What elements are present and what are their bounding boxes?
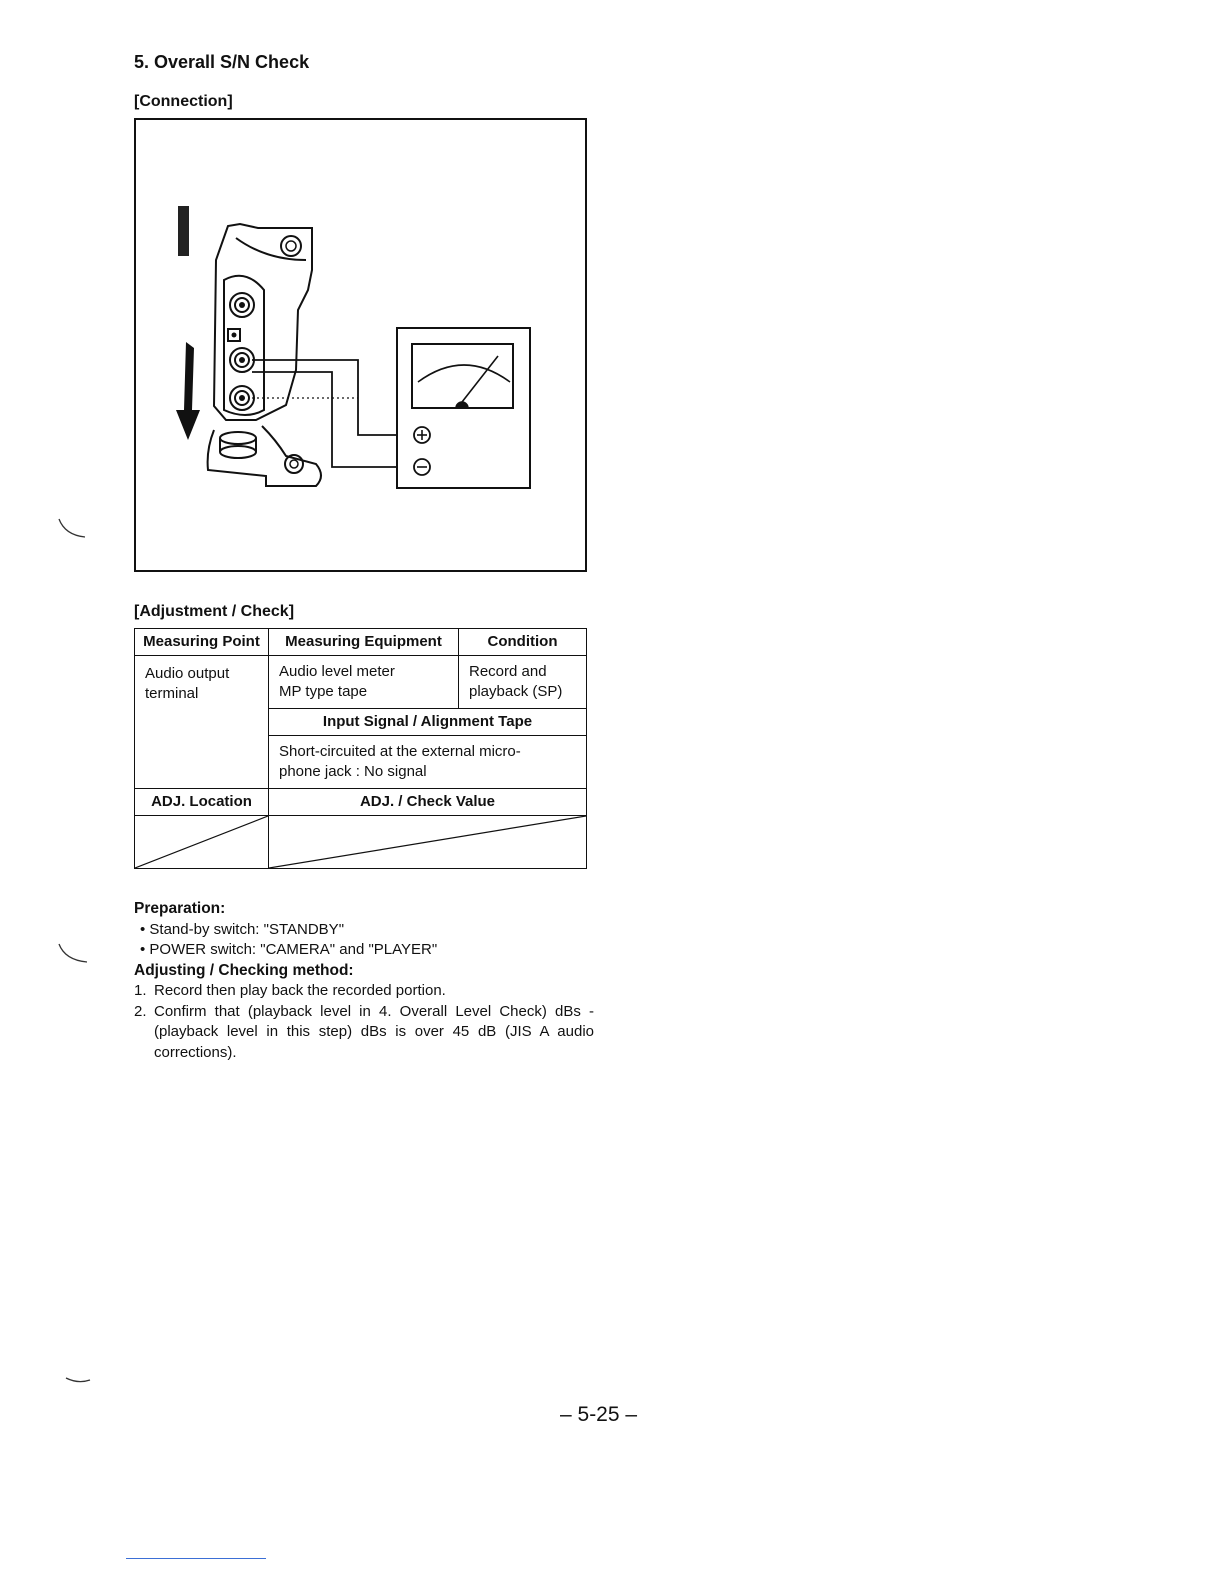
preparation-item: • POWER switch: "CAMERA" and "PLAYER" <box>140 941 438 958</box>
camera-marker-bar <box>178 206 189 256</box>
input-signal-cell <box>269 736 587 789</box>
header-condition: Condition <box>459 629 587 656</box>
preparation-item: • Stand-by switch: "STANDBY" <box>140 920 345 938</box>
step-number: 2. <box>134 1002 147 1020</box>
section-title: 5. Overall S/N Check <box>134 52 310 72</box>
method-step <box>134 981 594 1002</box>
down-arrow-icon <box>176 342 200 440</box>
method-heading: Adjusting / Checking method: <box>134 961 354 979</box>
method-step <box>134 1002 594 1064</box>
measuring-point-cell <box>135 656 269 789</box>
knob-icon <box>281 236 301 256</box>
measuring-equipment-value: Audio level meter MP type tape <box>279 663 395 700</box>
adjustment-heading: [Adjustment / Check] <box>134 603 295 620</box>
header-measuring-equipment: Measuring Equipment <box>269 629 459 656</box>
header-adj-value: ADJ. / Check Value <box>269 789 587 816</box>
step-text: Record then play back the recorded portion. <box>154 982 446 999</box>
margin-mark <box>62 1370 102 1390</box>
preparation-heading: Preparation: <box>134 900 226 917</box>
header-input-signal: Input Signal / Alignment Tape <box>269 709 587 736</box>
step-number: 1. <box>134 982 147 999</box>
adj-location-empty-cell <box>135 816 269 869</box>
header-adj-location: ADJ. Location <box>135 789 269 816</box>
page-number: – 5-25 – <box>560 1403 638 1426</box>
condition-cell <box>459 656 587 709</box>
margin-mark <box>55 515 95 545</box>
step-text: Confirm that (playback level in 4. Overall Level Check) dBs - (playback level in this step) dBs is over 45 dB (JIS A audio corrections). <box>154 1002 594 1061</box>
connection-heading: [Connection] <box>134 93 233 110</box>
measuring-equipment-cell <box>269 656 459 709</box>
connection-diagram <box>134 118 587 572</box>
margin-mark <box>55 940 95 970</box>
adj-value-empty-cell <box>269 816 587 869</box>
connection-illustration <box>136 120 585 570</box>
bottom-rule <box>126 1558 266 1559</box>
header-measuring-point: Measuring Point <box>135 629 269 656</box>
input-signal-value: Short-circuited at the external micro- phone jack : No signal <box>279 743 521 780</box>
adjustment-table <box>134 628 587 869</box>
condition-value: Record and playback (SP) <box>469 663 563 700</box>
wire-negative <box>252 372 408 467</box>
procedure-text <box>134 899 594 1063</box>
measuring-point-value: Audio output terminal <box>145 665 230 702</box>
